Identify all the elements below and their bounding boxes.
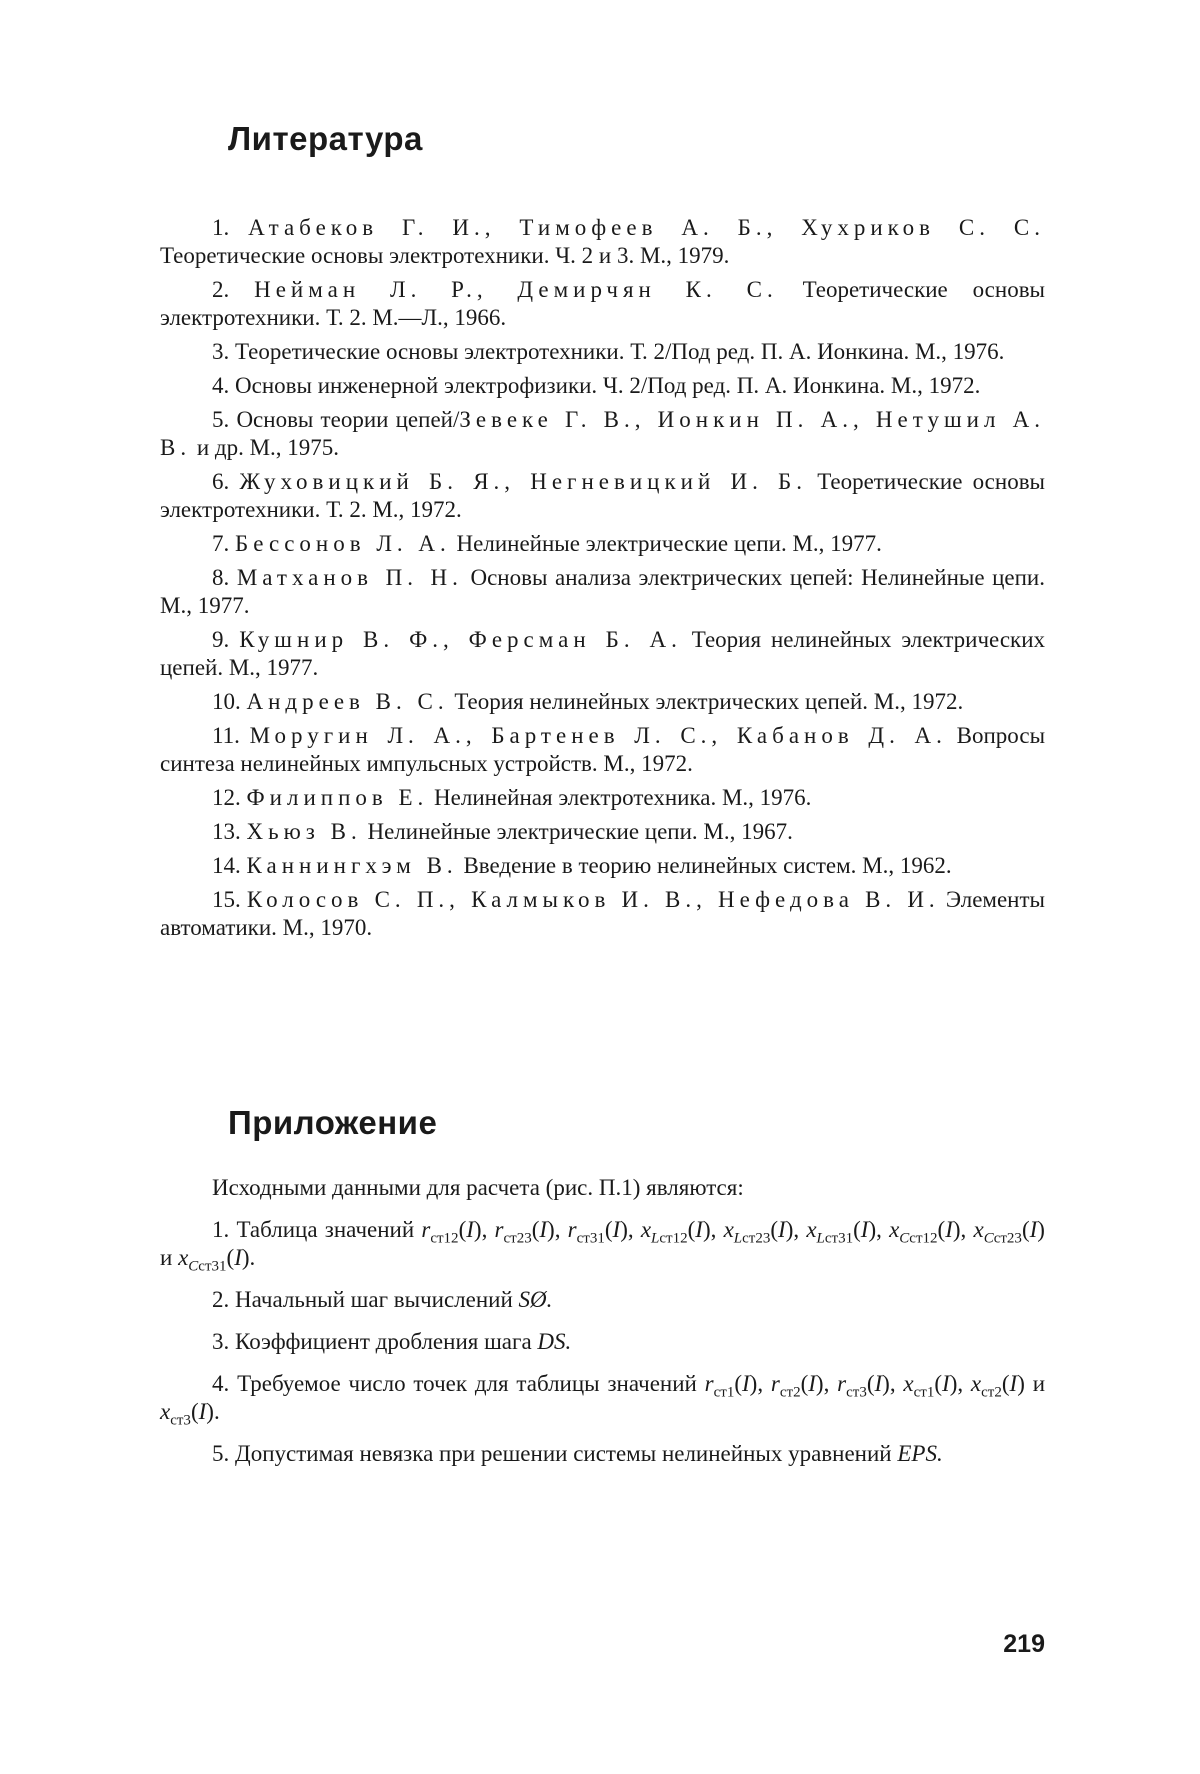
reference-item: 8. Матханов П. Н. Основы анализа электрических цепей: Нелинейные цепи. М., 1977. xyxy=(160,565,1045,618)
appendix-intro: Исходными данными для расчета (рис. П.1) являются: xyxy=(212,1175,744,1200)
appendix-item-1: 1. Таблица значений $r_{ст12}(I)$, $r_{ст23}(I)$, $r_{ст31}(I)$, $x_{Lст12}(I)$, $x_{Lст23}(I)$, $x_{Lст31}(I)$, $x_{Cст12}(I)$, $x_{Cст23}(I)$ и $x_{Cст31}(I)$. xyxy=(160,1217,1045,1275)
page-content xyxy=(160,120,1045,1482)
page-number: 219 xyxy=(1003,1630,1045,1658)
reference-item: 4. Основы инженерной электрофизики. Ч. 2/Под ред. П. А. Ионкина. М., 1972. xyxy=(212,373,981,398)
reference-item: 9. Кушнир В. Ф., Ферсман Б. А. Теория нелинейных электрических цепей. М., 1977. xyxy=(160,627,1046,680)
appendix-item-5: 5. Допустимая невязка при решении системы нелинейных уравнений EPS. xyxy=(212,1441,943,1466)
reference-item: 3. Теоретические основы электротехники. Т. 2/Под ред. П. А. Ионкина. М., 1976. xyxy=(212,339,1005,364)
literature-title: Литература xyxy=(228,120,423,157)
reference-item: 13. Хьюз В. Нелинейные электрические цепи. М., 1967. xyxy=(212,819,793,844)
appendix-item-2: 2. Начальный шаг вычислений SØ. xyxy=(212,1287,553,1312)
reference-item: 7. Бессонов Л. А. Нелинейные электрические цепи. М., 1977. xyxy=(212,531,882,556)
reference-item: 11. Моругин Л. А., Бартенев Л. С., Кабанов Д. А. Вопросы синтеза нелинейных импульсных устройств. М., 1972. xyxy=(160,723,1046,776)
reference-item: 1. Атабеков Г. И., Тимофеев А. Б., Хухриков С. С. Теоретические основы электротехники. Ч. 2 и 3. М., 1979. xyxy=(160,215,1046,268)
appendix-item-3: 3. Коэффициент дробления шага DS. xyxy=(212,1329,572,1354)
appendix-title: Приложение xyxy=(228,1104,438,1141)
reference-item: 10. Андреев В. С. Теория нелинейных электрических цепей. М., 1972. xyxy=(212,689,964,714)
reference-item: 14. Каннингхэм В. Введение в теорию нелинейных систем. М., 1962. xyxy=(212,853,952,878)
reference-item: 15. Колосов С. П., Калмыков И. В., Нефедова В. И. Элементы автоматики. М., 1970. xyxy=(160,887,1045,940)
appendix-item-4: 4. Требуемое число точек для таблицы значений $r_{ст1}(I)$, $r_{ст2}(I)$, $r_{ст3}(I)$, $x_{ст1}(I)$, $x_{ст2}(I)$ и $x_{ст3}(I)$. xyxy=(160,1371,1045,1429)
reference-item: 5. Основы теории цепей/Зевеке Г. В., Ионкин П. А., Нетушил А. В. и др. М., 1975. xyxy=(160,407,1045,460)
reference-item: 2. Нейман Л. Р., Демирчян К. С. Теоретические основы электротехники. Т. 2. М.—Л., 1966. xyxy=(160,277,1046,330)
reference-item: 12. Филиппов Е. Нелинейная электротехника. М., 1976. xyxy=(212,785,812,810)
reference-list xyxy=(160,214,1045,942)
reference-item: 6. Жуховицкий Б. Я., Негневицкий И. Б. Теоретические основы электротехники. Т. 2. М., 1972. xyxy=(160,469,1046,522)
